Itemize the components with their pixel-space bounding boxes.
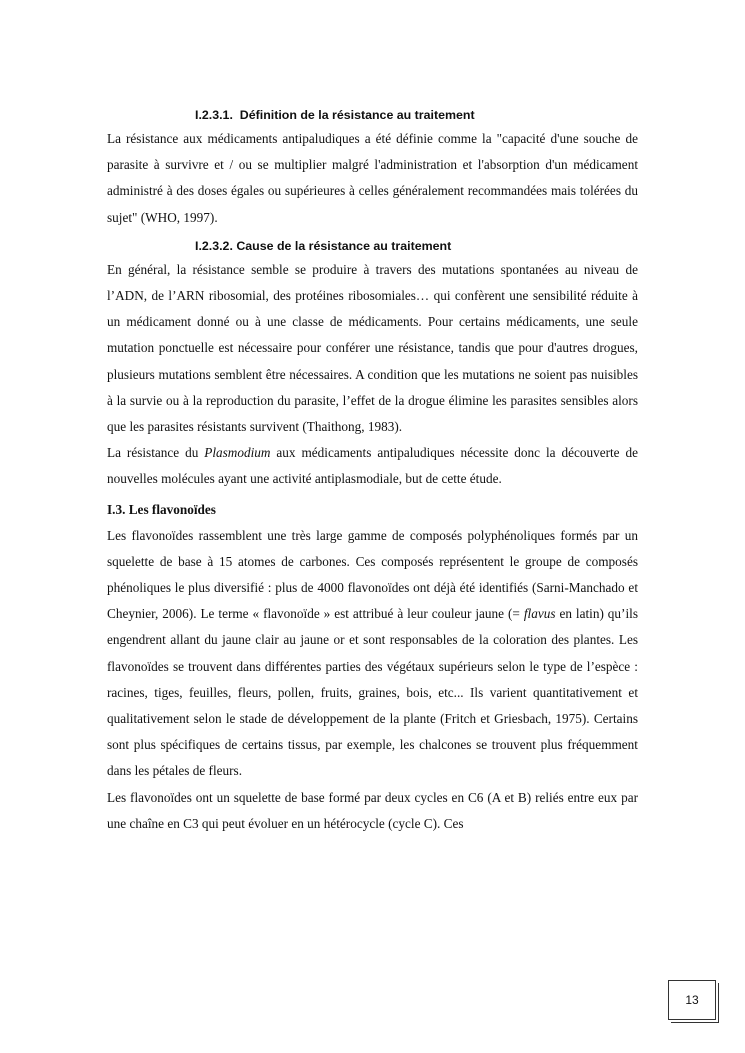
paragraph-cause: En général, la résistance semble se produire à travers des mutations spontanées au niveau de l’ADN, de l’ARN ribosomial, des protéines ribosomiales… qui confèrent une sensibilité réduite à un médicament donné ou à une classe de médicaments. Pour certains médicaments, une seule mutation ponctuelle est nécessaire pour conférer une résistance, tandis que pour d'autres drogues, plusieurs mutations semblent être nécessaires. A condition que les mutations ne soient pas nuisibles à la survie ou à la reproduction du parasite, l’effet de la drogue élimine les parasites sensibles alors que les parasites résistants survivent (Thaithong, 1983). xyxy=(107,261,638,435)
text-run: aux médicaments antipaludiques nécessite donc la découverte de nouvelles molécules ayant une activité antiplasmodiale, but de cette étude. xyxy=(107,445,638,487)
section-number: I.2.3.2. xyxy=(195,238,233,253)
text-run: en latin) qu’ils engendrent allant du jaune clair au jaune or et sont responsables de la coloration des plantes. Les flavonoïdes se trouvent dans différentes parties des végétaux supérieurs selon le type de l’espèce : racines, tiges, feuilles, fleurs, pollen, fruits, graines, bois, etc... Ils varient quantitativement et qualitativement selon le stade de développement de la plante (Fritch et Griesbach, 1975). Certains sont plus spécifiques de certains tissus, par exemple, les chalcones se trouvent plus fréquemment dans les pétales de fleurs. xyxy=(107,606,638,779)
italic-term-plasmodium: Plasmodium xyxy=(204,445,271,461)
paragraph-flavonoides-structure: Les flavonoïdes ont un squelette de base formé par deux cycles en C6 (A et B) reliés entre eux par une chaîne en C3 qui peut évoluer en un hétérocycle (cycle C). Ces xyxy=(107,789,638,831)
paragraph-plasmodium xyxy=(107,440,638,492)
text-run: Les flavonoïdes rassemblent une très large gamme de composés polyphénoliques formés par un squelette de base à 15 atomes de carbones. Ces composés représentent le groupe de composés phénoliques le plus diversifié : plus de 4000 flavonoïdes ont déjà été identifiés (Sarni-Manchado et Cheynier, 2006). Le terme « flavonoïde » est attribué à leur couleur jaune (= xyxy=(107,527,638,622)
text-run: La résistance du xyxy=(107,445,205,461)
page-number xyxy=(668,980,716,1020)
section-heading-1-2-3-1 xyxy=(107,104,638,126)
italic-term-flavus: flavus xyxy=(523,606,556,622)
section-number: I.2.3.1. xyxy=(195,108,233,122)
page-number-text: 13 xyxy=(685,993,699,1007)
section-title: Définition de la résistance au traitement xyxy=(239,108,475,122)
section-heading-1-3: I.3. Les flavonoïdes xyxy=(107,501,216,517)
paragraph-definition: La résistance aux médicaments antipaludiques a été définie comme la "capacité d'une souche de parasite à survivre et / ou se multiplier malgré l'administration et l'absorption d'un médicament administré à des doses égales ou supérieures à celles généralement recommandées mais tolérées du sujet" (WHO, 1997). xyxy=(107,131,638,225)
paragraph-flavonoides-intro xyxy=(107,523,638,785)
section-title: Cause de la résistance au traitement xyxy=(236,238,452,253)
document-page xyxy=(107,104,638,837)
section-heading-1-2-3-2 xyxy=(107,235,638,257)
